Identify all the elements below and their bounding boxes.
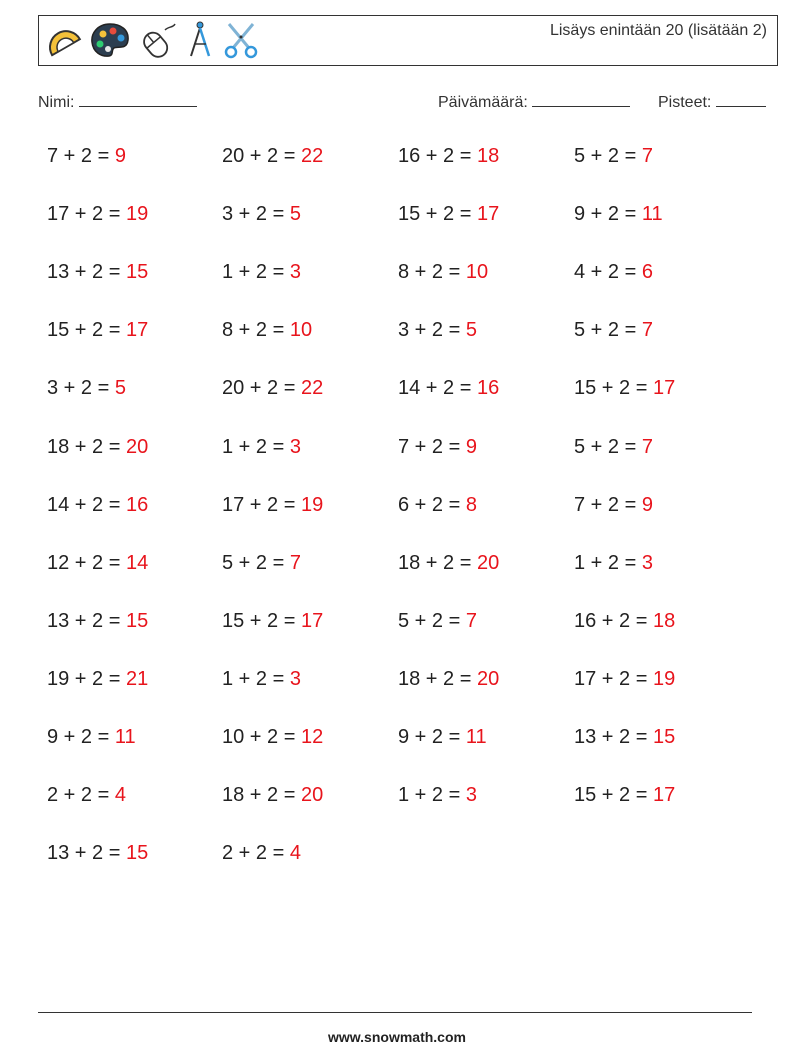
problem-item (574, 610, 675, 633)
problem-answer: 19 (300, 493, 324, 516)
problem-question: 9 + 2 = (574, 203, 642, 226)
problem-question: 15 + 2 = (47, 319, 126, 342)
problem-question: 16 + 2 = (574, 609, 653, 632)
name-label: Nimi: (38, 94, 75, 111)
problem-answer: 14 (125, 551, 149, 574)
problem-question: 15 + 2 = (574, 377, 653, 400)
problem-question: 2 + 2 = (47, 784, 115, 807)
problem-question: 3 + 2 = (398, 319, 466, 342)
problem-item (222, 668, 301, 691)
problem-answer: 5 (114, 377, 126, 400)
problem-question: 13 + 2 = (47, 842, 126, 865)
problem-question: 1 + 2 = (574, 551, 642, 574)
problem-answer: 15 (125, 609, 149, 632)
header-icons (43, 20, 261, 60)
problem-answer: 11 (465, 726, 487, 748)
problem-item (47, 842, 148, 865)
problem-question: 3 + 2 = (222, 203, 290, 226)
problem-question: 7 + 2 = (47, 145, 115, 167)
problem-item (398, 319, 477, 342)
problem-answer: 9 (114, 145, 126, 167)
problem-question: 19 + 2 = (47, 667, 126, 690)
footer-url: www.snowmath.com (328, 1029, 466, 1045)
problem-item (398, 494, 477, 517)
problem-item (47, 203, 148, 226)
scissors-icon (221, 20, 261, 60)
problem-item (574, 261, 653, 284)
problem-item (47, 436, 148, 459)
score-blank (716, 92, 766, 107)
problem-question: 1 + 2 = (398, 784, 466, 807)
problem-question: 5 + 2 = (574, 145, 642, 167)
problem-item (574, 436, 653, 459)
problem-item (47, 145, 126, 168)
problem-answer: 8 (465, 493, 477, 516)
problem-item (222, 610, 323, 633)
problem-item (222, 494, 323, 517)
problem-item (398, 377, 499, 400)
problem-item (222, 784, 323, 807)
problem-item (47, 668, 148, 691)
problem-question: 5 + 2 = (222, 551, 290, 574)
problem-question: 18 + 2 = (398, 667, 477, 690)
problem-answer: 5 (465, 319, 477, 342)
problem-question: 7 + 2 = (398, 435, 466, 458)
problem-question: 5 + 2 = (398, 609, 466, 632)
problem-answer: 11 (641, 203, 663, 226)
problem-answer: 15 (125, 842, 149, 865)
problem-item (47, 377, 126, 400)
problem-question: 17 + 2 = (222, 493, 301, 516)
problem-answer: 20 (300, 784, 324, 807)
problem-answer: 17 (300, 609, 324, 632)
problem-item (222, 552, 301, 575)
problem-item (398, 784, 477, 807)
date-field (438, 92, 630, 112)
problem-item (574, 668, 675, 691)
problem-answer: 22 (300, 377, 324, 400)
problem-answer: 18 (652, 609, 676, 632)
problem-answer: 15 (652, 726, 676, 748)
problem-answer: 7 (641, 319, 653, 342)
problem-question: 16 + 2 = (398, 145, 477, 167)
problem-item (398, 726, 487, 749)
paint-palette-icon (89, 20, 131, 60)
problem-question: 17 + 2 = (47, 203, 126, 226)
problem-question: 3 + 2 = (47, 377, 115, 400)
problem-answer: 17 (476, 203, 500, 226)
problem-item (574, 552, 653, 575)
problem-item (574, 377, 675, 400)
problem-answer: 18 (476, 145, 500, 167)
problem-answer: 5 (289, 203, 301, 226)
problem-answer: 20 (125, 435, 149, 458)
problem-item (574, 203, 663, 226)
problem-answer: 3 (289, 435, 301, 458)
problem-question: 14 + 2 = (47, 493, 126, 516)
problem-answer: 7 (641, 145, 653, 167)
problem-item (222, 261, 301, 284)
problem-item (222, 145, 323, 168)
problem-question: 8 + 2 = (222, 319, 290, 342)
problem-question: 1 + 2 = (222, 667, 290, 690)
problem-item (574, 494, 653, 517)
problem-question: 5 + 2 = (574, 435, 642, 458)
problem-question: 15 + 2 = (222, 609, 301, 632)
problem-question: 10 + 2 = (222, 726, 301, 748)
drawing-compass-icon (185, 20, 215, 60)
problem-answer: 11 (114, 726, 136, 748)
problem-item (47, 726, 136, 749)
problem-item (574, 784, 675, 807)
problem-question: 13 + 2 = (47, 609, 126, 632)
problem-answer: 4 (114, 784, 126, 807)
problem-item (47, 319, 148, 342)
problem-question: 13 + 2 = (47, 261, 126, 284)
problem-item (574, 726, 675, 749)
problem-item (398, 145, 499, 168)
problem-answer: 20 (476, 667, 500, 690)
problem-question: 18 + 2 = (47, 435, 126, 458)
problem-answer: 3 (641, 551, 653, 574)
footer-divider (38, 1012, 752, 1013)
problem-answer: 7 (465, 609, 477, 632)
problem-question: 1 + 2 = (222, 261, 290, 284)
problem-question: 18 + 2 = (222, 784, 301, 807)
problem-item (222, 436, 301, 459)
worksheet-header (38, 15, 778, 66)
problem-item (574, 145, 653, 168)
problem-answer: 20 (476, 551, 500, 574)
problem-answer: 17 (652, 377, 676, 400)
problem-answer: 16 (125, 493, 149, 516)
problem-answer: 10 (289, 319, 313, 342)
problem-answer: 19 (652, 667, 676, 690)
problem-item (398, 203, 499, 226)
problem-item (398, 436, 477, 459)
problem-question: 8 + 2 = (398, 261, 466, 284)
problem-question: 7 + 2 = (574, 493, 642, 516)
problem-question: 5 + 2 = (574, 319, 642, 342)
problem-item (47, 261, 148, 284)
problem-item (222, 203, 301, 226)
problem-item (398, 552, 499, 575)
problem-answer: 4 (289, 842, 301, 865)
problem-question: 18 + 2 = (398, 551, 477, 574)
worksheet-title: Lisäys enintään 20 (lisätään 2) (549, 22, 767, 39)
problem-question: 17 + 2 = (574, 667, 653, 690)
problem-answer: 12 (300, 726, 324, 748)
problem-answer: 3 (289, 261, 301, 284)
problem-item (47, 494, 148, 517)
score-label: Pisteet: (658, 94, 712, 111)
problem-answer: 17 (125, 319, 149, 342)
problem-item (222, 319, 312, 342)
problem-answer: 22 (300, 145, 324, 167)
problem-item (222, 726, 323, 749)
problem-answer: 9 (465, 435, 477, 458)
problem-question: 12 + 2 = (47, 551, 126, 574)
problem-item (47, 610, 148, 633)
problem-answer: 21 (125, 667, 149, 690)
problem-question: 20 + 2 = (222, 377, 301, 400)
date-blank (532, 92, 630, 107)
problem-answer: 16 (476, 377, 500, 400)
problem-item (222, 842, 301, 865)
problem-answer: 15 (125, 261, 149, 284)
problem-item (398, 610, 477, 633)
problem-item (222, 377, 323, 400)
problem-question: 9 + 2 = (398, 726, 466, 748)
problem-item (398, 668, 499, 691)
problem-answer: 7 (641, 435, 653, 458)
problem-question: 2 + 2 = (222, 842, 290, 865)
problem-answer: 7 (289, 551, 301, 574)
problem-question: 15 + 2 = (574, 784, 653, 807)
name-field (38, 92, 197, 112)
date-label: Päivämäärä: (438, 94, 528, 111)
problem-item (47, 552, 148, 575)
problem-question: 20 + 2 = (222, 145, 301, 167)
problem-answer: 6 (641, 261, 653, 284)
problem-question: 14 + 2 = (398, 377, 477, 400)
problem-question: 15 + 2 = (398, 203, 477, 226)
problem-answer: 19 (125, 203, 149, 226)
problem-answer: 17 (652, 784, 676, 807)
problem-item (574, 319, 653, 342)
protractor-icon (43, 20, 83, 60)
problem-question: 13 + 2 = (574, 726, 653, 748)
computer-mouse-icon (137, 20, 179, 60)
problem-answer: 9 (641, 493, 653, 516)
problem-item (398, 261, 488, 284)
problem-item (47, 784, 126, 807)
score-field (658, 92, 766, 112)
problem-answer: 3 (465, 784, 477, 807)
problem-answer: 10 (465, 261, 489, 284)
problem-question: 6 + 2 = (398, 493, 466, 516)
name-blank (79, 92, 197, 107)
problem-question: 1 + 2 = (222, 435, 290, 458)
problem-question: 9 + 2 = (47, 726, 115, 748)
problem-question: 4 + 2 = (574, 261, 642, 284)
problem-answer: 3 (289, 667, 301, 690)
